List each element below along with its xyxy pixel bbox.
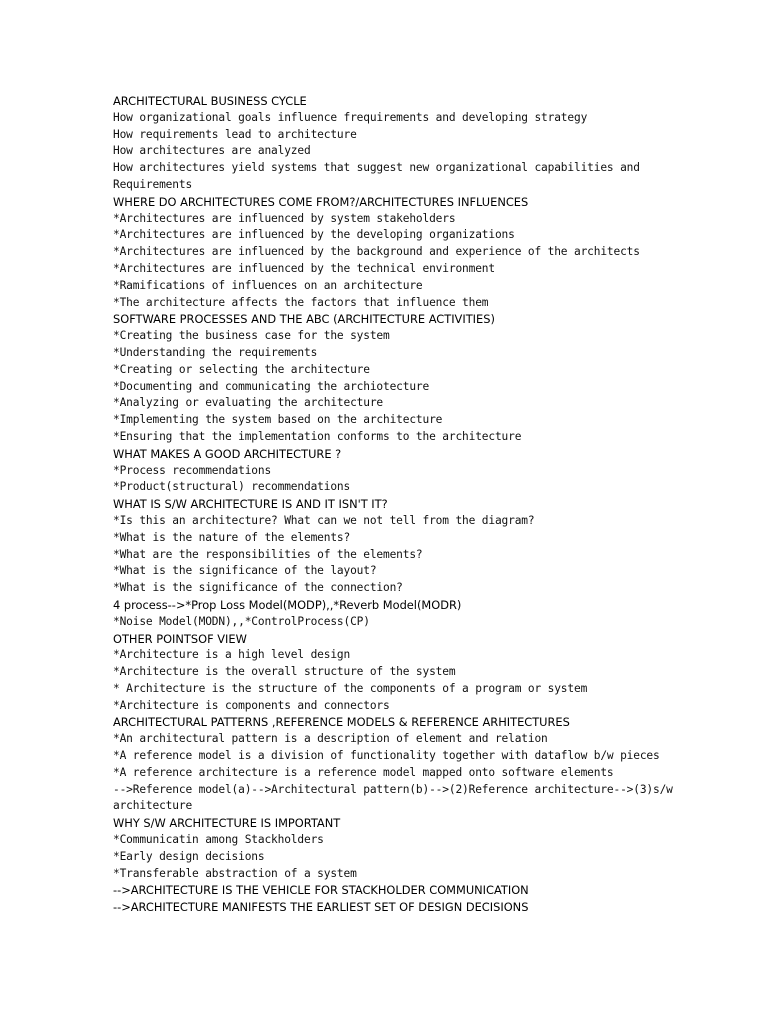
document-text [113,93,733,916]
text-line: *Ramifications of influences on an architecture [113,278,423,292]
section-heading: ARCHITECTURAL PATTERNS ,REFERENCE MODELS & REFERENCE ARHITECTURES [113,715,570,730]
text-line: *Noise Model(MODN),,*ControlProcess(CP) [113,614,370,628]
section-heading: WHAT MAKES A GOOD ARCHITECTURE ? [113,446,342,461]
text-line: *Ensuring that the implementation conforms to the architecture [113,429,522,443]
text-line: *Transferable abstraction of a system [113,866,357,880]
text-line: How architectures yield systems that suggest new organizational capabilities and [113,161,640,175]
text-line: How architectures are analyzed [113,144,311,158]
text-line: *What is the nature of the elements? [113,530,351,544]
text-line: *Is this an architecture? What can we not tell from the diagram? [113,513,535,527]
text-line: *Analyzing or evaluating the architecture [113,396,384,410]
text-line: How organizational goals influence frequirements and developing strategy [113,110,588,124]
text-line: Requirements [113,177,193,191]
text-line: *Communicatin among Stackholders [113,833,324,847]
text-line: *Architectures are influenced by the technical environment [113,261,495,275]
section-heading: ARCHITECTURAL BUSINESS CYCLE [113,94,307,108]
text-line: *A reference architecture is a reference model mapped onto software elements [113,765,614,779]
text-line: *The architecture affects the factors that influence them [113,295,489,309]
text-line: *What is the significance of the connection? [113,581,403,595]
text-line: * Architecture is the structure of the components of a program or system [113,681,588,695]
section-heading: SOFTWARE PROCESSES AND THE ABC (ARCHITECTURE ACTIVITIES) [113,312,495,327]
text-line: architecture [113,799,193,813]
section-heading: -->ARCHITECTURE MANIFESTS THE EARLIEST SET OF DESIGN DECISIONS [113,900,529,915]
text-line: How requirements lead to architecture [113,127,357,141]
section-heading: -->ARCHITECTURE IS THE VEHICLE FOR STACKHOLDER COMMUNICATION [113,883,529,898]
text-line: *Architectures are influenced by the background and experience of the architects [113,245,640,259]
text-line: *An architectural pattern is a description of element and relation [113,732,548,746]
text-line: *Architectures are influenced by the developing organizations [113,228,515,242]
section-heading: 4 process-->*Prop Loss Model(MODP),,*Reverb Model(MODR) [113,597,462,612]
text-line: *Process recommendations [113,463,272,477]
text-line: *Understanding the requirements [113,345,318,359]
text-line: *What is the significance of the layout? [113,564,377,578]
text-line: *Architecture is components and connectors [113,698,390,712]
text-line: *Architecture is the overall structure of the system [113,665,456,679]
section-heading: WHY S/W ARCHITECTURE IS IMPORTANT [113,816,341,831]
text-line: -->Reference model(a)-->Architectural pattern(b)-->(2)Reference architecture-->(3)s/w [113,782,673,796]
section-heading: OTHER POINTSOF VIEW [113,631,247,646]
text-line: *What are the responsibilities of the elements? [113,547,423,561]
section-heading: WHAT IS S/W ARCHITECTURE IS AND IT ISN'T IT? [113,497,388,512]
text-line: *Creating the business case for the system [113,329,390,343]
text-line: *A reference model is a division of functionality together with dataflow b/w pieces [113,749,660,763]
text-line: *Implementing the system based on the architecture [113,413,443,427]
text-line: *Documenting and communicating the archiotecture [113,379,430,393]
text-line: *Early design decisions [113,849,265,863]
text-line: *Product(structural) recommendations [113,480,351,494]
text-line: *Creating or selecting the architecture [113,362,370,376]
text-line: *Architecture is a high level design [113,648,351,662]
section-heading: WHERE DO ARCHITECTURES COME FROM?/ARCHITECTURES INFLUENCES [113,194,529,209]
text-line: *Architectures are influenced by system stakeholders [113,211,456,225]
